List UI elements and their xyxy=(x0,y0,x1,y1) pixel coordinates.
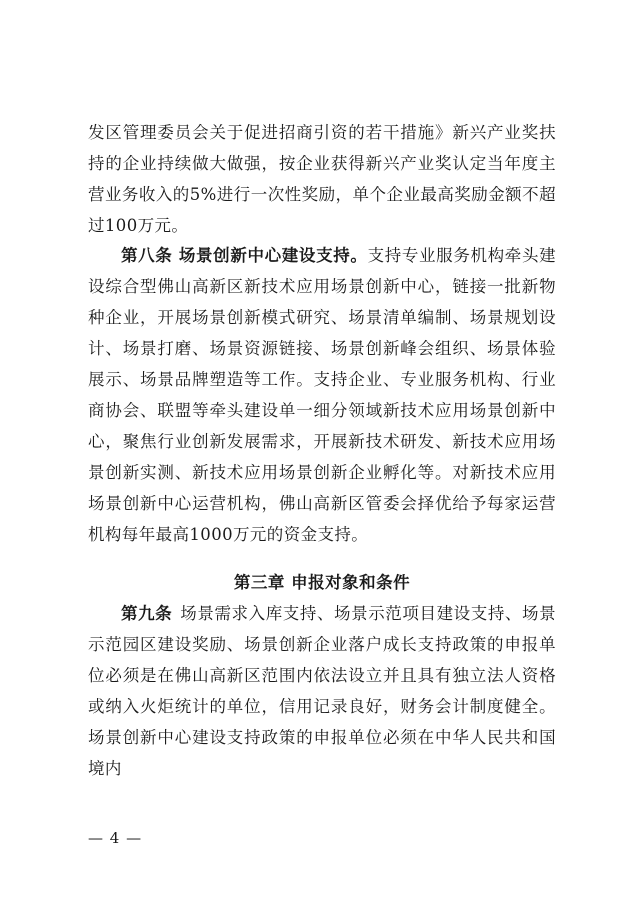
article-8-text: 支持专业服务机构牵头建设综合型佛山高新区新技术应用场景创新中心，链接一批新物种企业，开展场景创新模式研究、场景清单编制、场景规划设计、场景打磨、场景资源链接、场景创新峰会组织、场景体验展示、场景品牌塑造等工作。支持企业、专业服务机构、行业商协会、联盟等牵头建设单一细分领域新技术应用场景创新中心，聚焦行业创新发展需求，开展新技术研发、新技术应用场景创新实测、新技术应用场景创新企业孵化等。对新技术应用场景创新中心运营机构，佛山高新区管委会择优给予每家运营机构每年最高1000万元的资金支持。 xyxy=(88,246,557,544)
paragraph-article-9 xyxy=(88,598,556,784)
article-9-text: 场景需求入库支持、场景示范项目建设支持、场景示范园区建设奖励、场景创新企业落户成长支持政策的申报单位必须是在佛山高新区范围内依法设立并且具有独立法人资格或纳入火炬统计的单位，信用记录良好，财务会计制度健全。场景创新中心建设支持政策的申报单位必须在中华人民共和国境内 xyxy=(88,604,556,778)
chapter-heading: 第三章 申报对象和条件 xyxy=(233,573,411,592)
paragraph-text: 发区管理委员会关于促进招商引资的若干措施》新兴产业奖扶持的企业持续做大做强，按企业获得新兴产业奖认定当年度主营业务收入的5%进行一次性奖励，单个企业最高奖励金额不超过100万元。 xyxy=(88,123,556,235)
article-8-body xyxy=(88,240,556,550)
article-8-heading: 第八条 场景创新中心建设支持。 xyxy=(121,246,368,265)
article-9-body xyxy=(88,598,556,784)
paragraph-article-8 xyxy=(88,240,556,550)
paragraph-continuation xyxy=(88,117,556,241)
page-number: — 4 — xyxy=(88,829,143,847)
article-9-heading: 第九条 xyxy=(121,604,173,623)
